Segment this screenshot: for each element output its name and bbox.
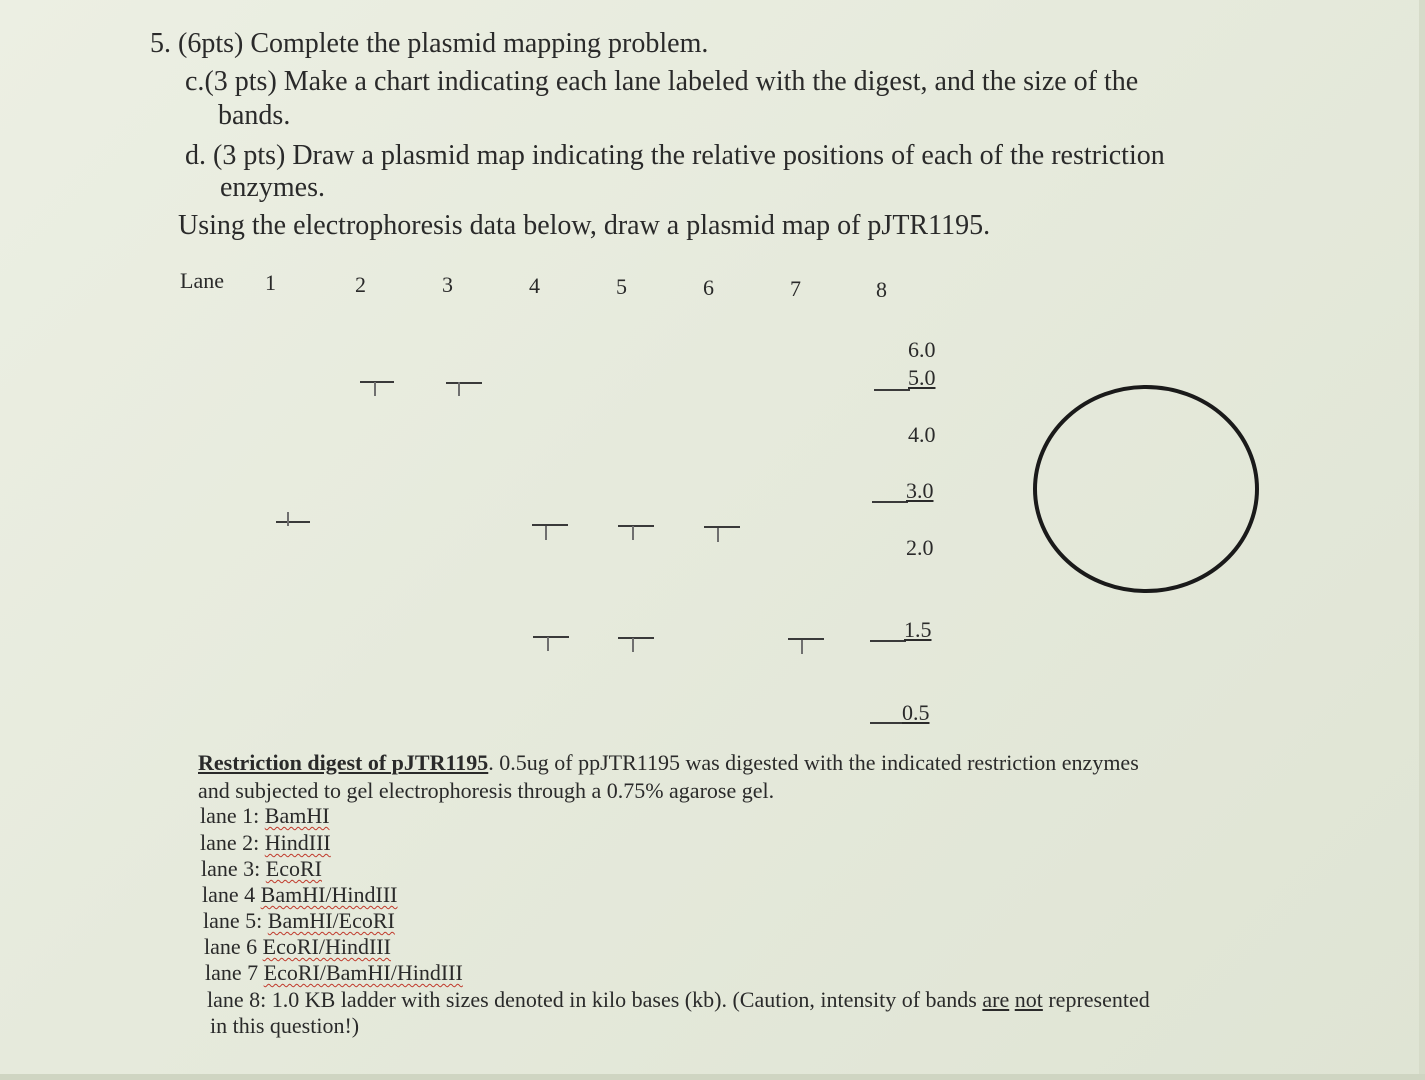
lane8-text: lane 8: 1.0 KB ladder with sizes denoted in kilo bases (kb). (Caution, intensity of bands [207, 987, 983, 1012]
lane-mark [374, 382, 376, 396]
lane-mark [717, 528, 719, 542]
enzyme-name: EcoRI [265, 856, 322, 881]
enzyme-name: EcoRI/BamHI/HindIII [263, 960, 463, 985]
lane-description-3 [201, 856, 322, 882]
page-bottom-edge [0, 1074, 1425, 1080]
ladder-band [874, 389, 910, 391]
question-header [150, 28, 708, 60]
caption-title: Restriction digest of pJTR1195 [198, 750, 489, 775]
lane-number-5: 5 [616, 274, 627, 299]
emphasis-are: are [982, 987, 1010, 1012]
lane-mark [632, 526, 634, 540]
caption-line-2: and subjected to gel electrophoresis through a 0.75% agarose gel. [198, 778, 775, 803]
lane-mark [547, 637, 549, 651]
lane-number-1: 1 [265, 270, 276, 295]
lane-number-7: 7 [790, 276, 801, 301]
lane-description-6 [204, 934, 391, 960]
lane-prefix: lane 2: [200, 830, 265, 855]
caption-text-1: . 0.5ug of ppJTR1195 was digested with the indicated restriction enzymes [488, 750, 1139, 775]
lane-prefix: lane 3: [201, 856, 266, 881]
enzyme-name: BamHI [264, 803, 330, 828]
lane-mark [632, 638, 634, 652]
question-title: (6pts) Complete the plasmid mapping problem. [178, 28, 709, 59]
instruction: Using the electrophoresis data below, draw a plasmid map of pJTR1195. [178, 210, 991, 241]
lane-prefix: lane 4 [202, 882, 261, 907]
lane-prefix: lane 7 [205, 960, 264, 985]
lane-prefix: lane 5: [203, 908, 268, 933]
emphasis-not: not [1014, 987, 1043, 1012]
lane-number-8: 8 [876, 277, 887, 302]
lane8-text-end: represented [1042, 987, 1150, 1012]
ladder-label-0.5: 0.5 [902, 700, 930, 725]
gel-band [788, 638, 824, 640]
lane-description-5 [203, 908, 395, 934]
gel-band [532, 524, 568, 526]
part-c-continued: bands. [218, 100, 291, 131]
page-edge [1419, 0, 1425, 1080]
gel-band [704, 526, 740, 528]
ladder-label-1.5: 1.5 [904, 617, 932, 642]
ladder-band [870, 640, 906, 642]
plasmid-map-circle [1030, 382, 1262, 596]
gel-band [533, 636, 569, 638]
lane-number-4: 4 [529, 273, 540, 298]
part-c-label: c. [185, 66, 205, 97]
lane-description-8 [207, 987, 1150, 1013]
ladder-band [870, 722, 904, 724]
lane-description-4 [202, 882, 398, 908]
enzyme-name: BamHI/EcoRI [267, 908, 395, 933]
lane-description-2 [200, 830, 331, 856]
ladder-label-2.0: 2.0 [906, 535, 934, 560]
part-c-text: (3 pts) Make a chart indicating each lane labeled with the digest, and the size of the [204, 66, 1139, 97]
lane-prefix: lane 6 [204, 934, 263, 959]
gel-band [276, 521, 310, 523]
ladder-label-3.0: 3.0 [906, 478, 934, 503]
lane-header: Lane [180, 268, 224, 293]
lane-number-3: 3 [442, 272, 453, 297]
lane-mark [287, 512, 289, 526]
lane-description-8-continued: in this question!) [210, 1013, 360, 1038]
ladder-label-4.0: 4.0 [908, 422, 936, 447]
gel-band [360, 381, 394, 383]
lane-prefix: lane 1: [200, 803, 265, 828]
part-c [185, 66, 1138, 98]
enzyme-name: EcoRI/HindIII [262, 934, 391, 959]
lane-mark [545, 526, 547, 540]
lane-number-6: 6 [703, 275, 714, 300]
ladder-label-6.0: 6.0 [908, 337, 936, 362]
gel-band [618, 637, 654, 639]
gel-band [618, 525, 654, 527]
caption-line-1 [198, 750, 1139, 776]
lane-mark [801, 640, 803, 654]
lane-description-1 [200, 803, 330, 829]
part-d-label: d. [185, 140, 206, 171]
part-d-continued: enzymes. [220, 172, 325, 203]
lane-description-7 [205, 960, 463, 986]
question-number: 5. [150, 28, 171, 59]
ladder-band [872, 501, 908, 503]
part-d-text: (3 pts) Draw a plasmid map indicating the relative positions of each of the restriction [213, 140, 1165, 171]
gel-band [446, 382, 482, 384]
ladder-label-5.0: 5.0 [908, 365, 936, 390]
part-d [185, 140, 1165, 172]
lane-number-2: 2 [355, 272, 366, 297]
enzyme-name: BamHI/HindIII [260, 882, 398, 907]
enzyme-name: HindIII [264, 830, 331, 855]
lane-mark [458, 382, 460, 396]
